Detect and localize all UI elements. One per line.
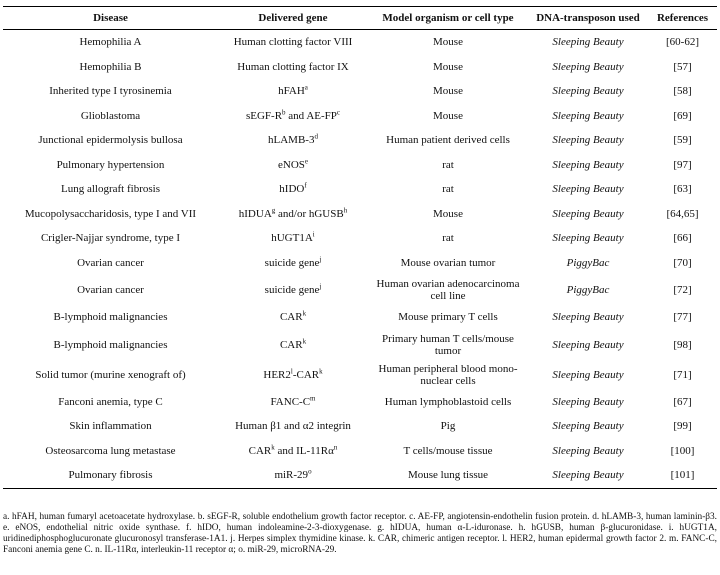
footnote-marker: a bbox=[304, 83, 308, 92]
cell-reference-text: [69] bbox=[673, 109, 692, 122]
cell-transposon-text: Sleeping Beauty bbox=[552, 36, 624, 49]
cell-reference-text: [100] bbox=[670, 444, 695, 457]
cell-disease bbox=[3, 79, 218, 104]
footnote-marker: b bbox=[282, 108, 286, 117]
footnote-marker: d bbox=[314, 132, 318, 141]
cell-delivered-gene-text: Human clotting factor IX bbox=[237, 60, 349, 73]
cell-reference bbox=[648, 55, 717, 80]
cell-disease bbox=[3, 226, 218, 251]
cell-transposon-text: Sleeping Beauty bbox=[552, 311, 624, 324]
cell-disease-text: Hemophilia B bbox=[79, 60, 142, 73]
cell-disease bbox=[3, 30, 218, 55]
cell-delivered-gene-text: suicide gene bbox=[264, 284, 320, 296]
cell-reference-text: [58] bbox=[673, 85, 692, 98]
cell-transposon bbox=[528, 79, 648, 104]
cell-delivered-gene bbox=[218, 251, 368, 276]
cell-disease bbox=[3, 177, 218, 202]
cell-disease bbox=[3, 439, 218, 464]
cell-reference bbox=[648, 79, 717, 104]
cell-disease-text: Ovarian cancer bbox=[77, 284, 144, 296]
cell-disease bbox=[3, 390, 218, 415]
cell-model-text: Mouse ovarian tumor bbox=[400, 256, 496, 269]
cell-transposon-text: Sleeping Beauty bbox=[552, 338, 624, 351]
footnote-marker: c bbox=[336, 108, 340, 117]
cell-model bbox=[368, 390, 528, 415]
cell-disease-text: B-lymphoid malignancies bbox=[53, 311, 168, 324]
cell-disease-text: Mucopolysaccharidosis, type I and VII bbox=[24, 207, 197, 220]
cell-reference bbox=[648, 360, 717, 390]
cell-reference-text: [64,65] bbox=[666, 207, 699, 220]
cell-delivered-gene bbox=[218, 439, 368, 464]
cell-reference-text: [57] bbox=[673, 60, 692, 73]
table-row bbox=[3, 153, 717, 178]
cell-model-text: rat bbox=[442, 183, 454, 196]
cell-reference bbox=[648, 128, 717, 153]
cell-disease-text: Osteosarcoma lung metastase bbox=[45, 444, 176, 457]
cell-disease-text: Ovarian cancer bbox=[77, 256, 144, 269]
cell-model bbox=[368, 177, 528, 202]
cell-delivered-gene bbox=[218, 104, 368, 129]
cell-delivered-gene-text: hLAMB-3 bbox=[268, 134, 315, 147]
cell-transposon bbox=[528, 104, 648, 129]
cell-reference bbox=[648, 153, 717, 178]
cell-delivered-gene bbox=[218, 305, 368, 330]
cell-model bbox=[368, 463, 528, 488]
table-header bbox=[3, 7, 717, 30]
cell-delivered-gene bbox=[218, 128, 368, 153]
cell-delivered-gene-text: CAR bbox=[248, 444, 272, 457]
cell-transposon bbox=[528, 30, 648, 55]
table-row bbox=[3, 330, 717, 360]
cell-model-text: T cells/mouse tissue bbox=[403, 444, 493, 457]
table-row bbox=[3, 30, 717, 55]
cell-transposon bbox=[528, 202, 648, 227]
cell-model bbox=[368, 55, 528, 80]
cell-reference bbox=[648, 104, 717, 129]
cell-delivered-gene bbox=[218, 390, 368, 415]
cell-transposon bbox=[528, 463, 648, 488]
cell-transposon-text: PiggyBac bbox=[566, 256, 610, 269]
cell-disease-text: Inherited type I tyrosinemia bbox=[49, 85, 172, 98]
cell-transposon-text: Sleeping Beauty bbox=[552, 85, 624, 98]
cell-transposon bbox=[528, 55, 648, 80]
cell-delivered-gene-text: hIDUA bbox=[238, 207, 272, 220]
cell-transposon-text: Sleeping Beauty bbox=[552, 368, 624, 381]
cell-model bbox=[368, 275, 528, 305]
cell-delivered-gene-text: suicide gene bbox=[264, 256, 320, 269]
footnote-marker: n bbox=[333, 443, 338, 452]
cell-disease bbox=[3, 128, 218, 153]
cell-delivered-gene-text: HER2 bbox=[263, 368, 291, 381]
header-model: Model organism or cell type bbox=[368, 7, 528, 30]
table-body bbox=[3, 30, 717, 489]
cell-delivered-gene bbox=[218, 275, 368, 305]
cell-model-text: Human peripheral blood mono-nuclear cells bbox=[378, 362, 518, 387]
cell-reference bbox=[648, 251, 717, 276]
cell-model bbox=[368, 439, 528, 464]
cell-transposon bbox=[528, 330, 648, 360]
cell-delivered-gene-text: CAR bbox=[279, 311, 303, 324]
cell-reference bbox=[648, 305, 717, 330]
cell-delivered-gene-text: eNOS bbox=[278, 158, 305, 171]
footnote-marker: h bbox=[343, 206, 348, 215]
cell-reference bbox=[648, 330, 717, 360]
cell-disease bbox=[3, 463, 218, 488]
cell-delivered-gene bbox=[218, 226, 368, 251]
table-row bbox=[3, 275, 717, 305]
footnote-marker: k bbox=[319, 366, 323, 375]
cell-delivered-gene bbox=[218, 360, 368, 390]
cell-delivered-gene bbox=[218, 202, 368, 227]
cell-transposon-text: Sleeping Beauty bbox=[552, 60, 624, 73]
footnote-marker: e bbox=[304, 157, 308, 166]
cell-disease bbox=[3, 414, 218, 439]
cell-model bbox=[368, 202, 528, 227]
cell-reference bbox=[648, 202, 717, 227]
cell-model-text: Mouse bbox=[433, 207, 463, 220]
cell-reference-text: [66] bbox=[673, 232, 692, 245]
cell-delivered-gene-text-2: and/or hGUSB bbox=[275, 207, 344, 220]
cell-model bbox=[368, 414, 528, 439]
cell-transposon bbox=[528, 275, 648, 305]
cell-model bbox=[368, 305, 528, 330]
cell-model bbox=[368, 30, 528, 55]
table-row bbox=[3, 177, 717, 202]
table-row bbox=[3, 226, 717, 251]
cell-transposon-text: Sleeping Beauty bbox=[552, 109, 624, 122]
footnote-marker: k bbox=[302, 336, 307, 345]
cell-reference-text: [99] bbox=[673, 420, 692, 433]
header-delivered-gene: Delivered gene bbox=[218, 7, 368, 30]
table-row bbox=[3, 360, 717, 390]
table-row bbox=[3, 439, 717, 464]
cell-delivered-gene bbox=[218, 177, 368, 202]
cell-reference-text: [67] bbox=[673, 395, 692, 408]
cell-transposon bbox=[528, 177, 648, 202]
cell-transposon-text: PiggyBac bbox=[566, 284, 610, 296]
cell-reference bbox=[648, 390, 717, 415]
cell-reference-text: [72] bbox=[673, 284, 692, 296]
footnote-marker: o bbox=[308, 467, 312, 476]
cell-model-text: Mouse bbox=[433, 85, 463, 98]
cell-delivered-gene-text: Human clotting factor VIII bbox=[233, 36, 353, 49]
cell-reference-text: [71] bbox=[673, 368, 692, 381]
cell-delivered-gene bbox=[218, 463, 368, 488]
cell-disease-text: Lung allograft fibrosis bbox=[61, 183, 160, 196]
cell-delivered-gene-text-2: and IL-11Rα bbox=[274, 444, 334, 457]
cell-transposon-text: Sleeping Beauty bbox=[552, 444, 624, 457]
cell-transposon bbox=[528, 153, 648, 178]
cell-disease-text: Pulmonary hypertension bbox=[56, 158, 165, 171]
cell-disease-text: Crigler-Najjar syndrome, type I bbox=[40, 232, 181, 245]
cell-delivered-gene-text: hUGT1A bbox=[271, 232, 313, 245]
cell-reference bbox=[648, 414, 717, 439]
header-references: References bbox=[648, 7, 717, 30]
cell-model-text: Human patient derived cells bbox=[386, 134, 510, 147]
footnote-marker: g bbox=[271, 206, 276, 215]
cell-model-text: Pig bbox=[440, 420, 456, 433]
footnote-marker: k bbox=[302, 309, 307, 318]
cell-disease bbox=[3, 360, 218, 390]
cell-delivered-gene-text: miR-29 bbox=[274, 469, 309, 482]
cell-disease-text: B-lymphoid malignancies bbox=[53, 338, 168, 351]
table-row bbox=[3, 251, 717, 276]
cell-reference bbox=[648, 30, 717, 55]
cell-delivered-gene-text: hFAH bbox=[278, 85, 305, 98]
cell-transposon-text: Sleeping Beauty bbox=[552, 420, 624, 433]
cell-transposon-text: Sleeping Beauty bbox=[552, 134, 624, 147]
cell-transposon-text: Sleeping Beauty bbox=[552, 232, 624, 245]
cell-model-text: Mouse lung tissue bbox=[407, 469, 489, 482]
cell-disease bbox=[3, 275, 218, 305]
footnote-marker: l bbox=[290, 366, 293, 375]
cell-delivered-gene-text: hIDO bbox=[279, 183, 305, 196]
cell-disease-text: Pulmonary fibrosis bbox=[68, 469, 153, 482]
cell-disease-text: Solid tumor (murine xenograft of) bbox=[35, 368, 186, 381]
cell-disease bbox=[3, 153, 218, 178]
cell-reference-text: [63] bbox=[673, 183, 692, 196]
table-row bbox=[3, 390, 717, 415]
cell-delivered-gene bbox=[218, 55, 368, 80]
cell-delivered-gene-text: sEGF-R bbox=[245, 109, 283, 122]
cell-transposon-text: Sleeping Beauty bbox=[552, 183, 624, 196]
cell-reference-text: [77] bbox=[673, 311, 692, 324]
footnote-marker: j bbox=[319, 282, 322, 291]
footnote-marker: f bbox=[304, 181, 307, 190]
cell-disease-text: Junctional epidermolysis bullosa bbox=[38, 134, 183, 147]
cell-model-text: Human ovarian adenocarcinoma cell line bbox=[376, 278, 520, 302]
cell-transposon-text: Sleeping Beauty bbox=[552, 395, 624, 408]
cell-model-text: Mouse primary T cells bbox=[398, 311, 498, 324]
table-row bbox=[3, 79, 717, 104]
cell-model-text: Mouse bbox=[433, 60, 463, 73]
cell-reference-text: [59] bbox=[673, 134, 692, 147]
cell-transposon-text: Sleeping Beauty bbox=[552, 207, 624, 220]
cell-delivered-gene-text-2: -CAR bbox=[292, 368, 320, 381]
cell-model bbox=[368, 128, 528, 153]
cell-disease-text: Skin inflammation bbox=[69, 420, 152, 433]
table-row bbox=[3, 55, 717, 80]
cell-delivered-gene-text: FANC-C bbox=[270, 395, 311, 408]
table-row bbox=[3, 305, 717, 330]
header-transposon: DNA-transposon used bbox=[528, 7, 648, 30]
cell-transposon bbox=[528, 390, 648, 415]
cell-model bbox=[368, 360, 528, 390]
cell-transposon bbox=[528, 305, 648, 330]
cell-model bbox=[368, 226, 528, 251]
cell-delivered-gene bbox=[218, 79, 368, 104]
table-row bbox=[3, 104, 717, 129]
cell-delivered-gene bbox=[218, 153, 368, 178]
cell-transposon-text: Sleeping Beauty bbox=[552, 158, 624, 171]
cell-model-text: Mouse bbox=[433, 109, 463, 122]
footnote-marker: m bbox=[310, 394, 316, 403]
cell-model-text: rat bbox=[442, 158, 454, 171]
header-disease: Disease bbox=[3, 7, 218, 30]
cell-delivered-gene bbox=[218, 330, 368, 360]
cell-delivered-gene-text-2: and AE-FP bbox=[285, 109, 337, 122]
cell-transposon bbox=[528, 226, 648, 251]
cell-model bbox=[368, 153, 528, 178]
header-row bbox=[3, 7, 717, 30]
cell-reference-text: [101] bbox=[670, 469, 695, 482]
cell-transposon bbox=[528, 360, 648, 390]
footnote-marker: i bbox=[312, 230, 315, 239]
cell-disease bbox=[3, 104, 218, 129]
cell-disease-text: Fanconi anemia, type C bbox=[58, 395, 163, 408]
cell-delivered-gene-text: CAR bbox=[279, 338, 303, 351]
cell-model-text: Primary human T cells/mouse tumor bbox=[382, 332, 514, 357]
cell-model-text: Mouse bbox=[433, 36, 463, 49]
table-row bbox=[3, 128, 717, 153]
cell-model bbox=[368, 104, 528, 129]
table-row bbox=[3, 202, 717, 227]
table-row bbox=[3, 463, 717, 488]
cell-model-text: Human lymphoblastoid cells bbox=[384, 395, 512, 408]
footnote-marker: k bbox=[271, 443, 275, 452]
cell-disease bbox=[3, 202, 218, 227]
cell-delivered-gene bbox=[218, 30, 368, 55]
cell-transposon-text: Sleeping Beauty bbox=[552, 469, 624, 482]
cell-delivered-gene bbox=[218, 414, 368, 439]
cell-disease bbox=[3, 330, 218, 360]
cell-reference bbox=[648, 439, 717, 464]
cell-transposon bbox=[528, 414, 648, 439]
cell-disease bbox=[3, 55, 218, 80]
cell-disease bbox=[3, 305, 218, 330]
cell-reference bbox=[648, 463, 717, 488]
cell-model bbox=[368, 330, 528, 360]
cell-disease-text: Glioblastoma bbox=[80, 109, 141, 122]
cell-disease-text: Hemophilia A bbox=[79, 36, 142, 49]
table-footnote: a. hFAH, human fumaryl acetoacetate hydroxylase. b. sEGF-R, soluble endothelium growth factor receptor. c. AE-FP, angiotensin-endothelin fusion protein. d. hLAMB-3, human laminin-β3. e. eNOS, endothelial nitric oxide synthase. f. hIDO, human indoleamine-2-3-dioxygenase. g. hIDUA, human α-L-iduronase. h. hGUSB, human β-glucuronidase. i. hUGT1A, uridinediphosphoglucuronate glucuronosyl transferase-1A1. j. Herpes simplex thymidine kinase. k. CAR, chimeric antigen receptor. l. HER2, human epidermal growth factor 2. m. FANC-C, Fanconi anemia gene C. n. IL-11Rα, interleukin-11 receptor α; o. miR-29, microRNA-29. bbox=[3, 512, 717, 555]
cell-model bbox=[368, 251, 528, 276]
cell-transposon bbox=[528, 439, 648, 464]
cell-reference bbox=[648, 275, 717, 305]
cell-disease bbox=[3, 251, 218, 276]
cell-reference-text: [98] bbox=[673, 338, 692, 351]
cell-reference bbox=[648, 226, 717, 251]
cell-model bbox=[368, 79, 528, 104]
cell-reference-text: [97] bbox=[673, 158, 692, 171]
cell-model-text: rat bbox=[442, 232, 454, 245]
cell-reference-text: [60-62] bbox=[666, 36, 699, 49]
cell-reference bbox=[648, 177, 717, 202]
footnote-marker: j bbox=[319, 255, 322, 264]
cell-reference-text: [70] bbox=[673, 256, 692, 269]
cell-delivered-gene-text: Human β1 and α2 integrin bbox=[235, 420, 351, 433]
cell-transposon bbox=[528, 251, 648, 276]
cell-transposon bbox=[528, 128, 648, 153]
gene-therapy-table bbox=[3, 6, 717, 489]
table-row bbox=[3, 414, 717, 439]
